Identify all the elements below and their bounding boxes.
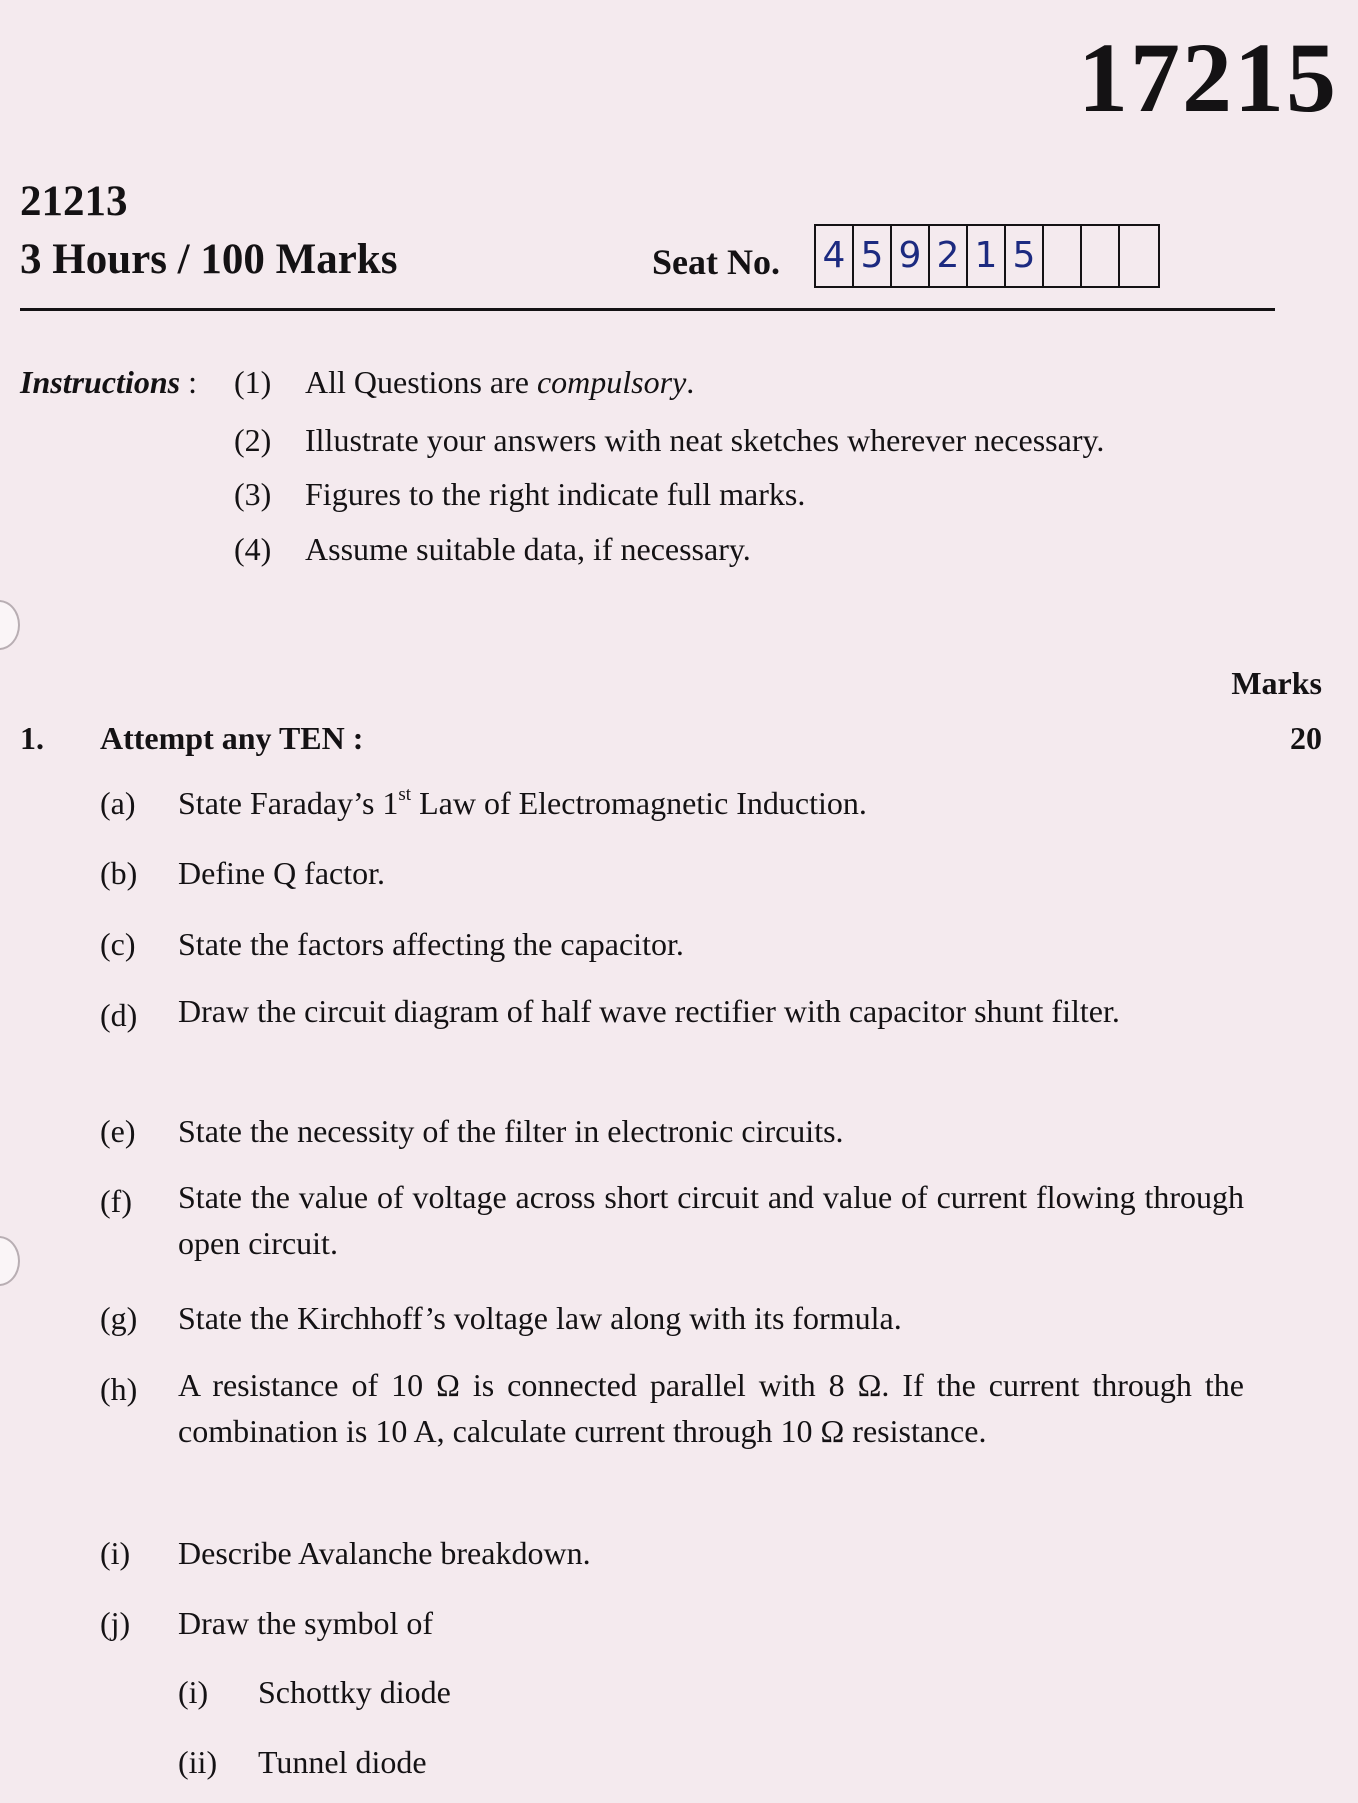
part-label: (j): [100, 1605, 131, 1641]
instruction-emphasis: compulsory: [536, 364, 687, 400]
part-text-segment: State Faraday’s 1: [178, 785, 399, 821]
duration-marks: 3 Hours / 100 Marks: [20, 236, 398, 283]
part-text: [178, 784, 867, 821]
punch-hole-top: [0, 600, 20, 650]
instructions-colon: :: [188, 364, 197, 400]
seat-digit[interactable]: [1120, 226, 1158, 286]
part-label: (d): [100, 997, 138, 1033]
instruction-text-part: .: [686, 364, 695, 400]
instruction-num: (2): [234, 422, 272, 458]
part-text: Describe Avalanche breakdown.: [178, 1535, 591, 1571]
part-label: (g): [100, 1300, 138, 1336]
instruction-num: (3): [234, 476, 272, 512]
subpart-label: (i): [178, 1674, 209, 1710]
header-divider: [20, 308, 1275, 311]
seat-digit[interactable]: 9: [892, 226, 930, 286]
part-label: (i): [100, 1535, 131, 1571]
subject-code: 21213: [20, 178, 128, 225]
part-text: State the Kirchhoff’s voltage law along with its formula.: [178, 1300, 902, 1336]
part-label: (f): [100, 1183, 132, 1219]
seat-digit[interactable]: 1: [968, 226, 1006, 286]
seat-digit[interactable]: 5: [1006, 226, 1044, 286]
seat-digit[interactable]: 2: [930, 226, 968, 286]
subpart-text: Tunnel diode: [258, 1744, 427, 1780]
seat-label: Seat No.: [652, 242, 780, 282]
instruction-num: (4): [234, 531, 272, 567]
instruction-text: Illustrate your answers with neat sketches wherever necessary.: [305, 422, 1105, 458]
question-title: Attempt any TEN :: [100, 720, 364, 756]
instruction-text: Figures to the right indicate full marks.: [305, 476, 806, 512]
marks-header: Marks: [1231, 665, 1322, 701]
part-label: (e): [100, 1113, 136, 1149]
part-text: Draw the circuit diagram of half wave rectifier with capacitor shunt filter.: [178, 993, 1120, 1029]
subpart-label: (ii): [178, 1744, 218, 1780]
seat-digit[interactable]: 4: [816, 226, 854, 286]
part-superscript: st: [398, 784, 412, 805]
punch-hole-bottom: [0, 1236, 20, 1286]
instructions-heading: [20, 366, 197, 398]
part-text: Define Q factor.: [178, 855, 386, 891]
question-number: 1.: [20, 720, 44, 756]
part-text: State the necessity of the filter in electronic circuits.: [178, 1113, 844, 1149]
question-marks: 20: [1290, 720, 1322, 756]
instruction-text: [305, 366, 694, 398]
instructions-label: Instructions: [20, 364, 181, 400]
seat-number-box[interactable]: [814, 224, 1160, 288]
seat-digit[interactable]: 5: [854, 226, 892, 286]
part-text: Draw the symbol of: [178, 1605, 434, 1641]
part-label: (a): [100, 785, 136, 821]
seat-digit[interactable]: [1044, 226, 1082, 286]
part-label: (h): [100, 1371, 138, 1407]
part-text: A resistance of 10 Ω is connected parallel with 8 Ω. If the current through the combination is 10 A, calculate current through 10 Ω resistance.: [178, 1367, 1244, 1449]
instruction-text-part: All Questions are: [305, 364, 537, 400]
instruction-num: (1): [234, 364, 272, 400]
paper-code: 17215: [1078, 22, 1338, 133]
subpart-text: Schottky diode: [258, 1674, 451, 1710]
part-text-segment: Law of Electromagnetic Induction.: [411, 785, 867, 821]
instruction-text: Assume suitable data, if necessary.: [305, 531, 751, 567]
part-label: (c): [100, 926, 136, 962]
part-label: (b): [100, 855, 138, 891]
seat-digit[interactable]: [1082, 226, 1120, 286]
part-text: State the value of voltage across short circuit and value of current flowing through open circuit.: [178, 1179, 1244, 1261]
part-text: State the factors affecting the capacitor.: [178, 926, 684, 962]
